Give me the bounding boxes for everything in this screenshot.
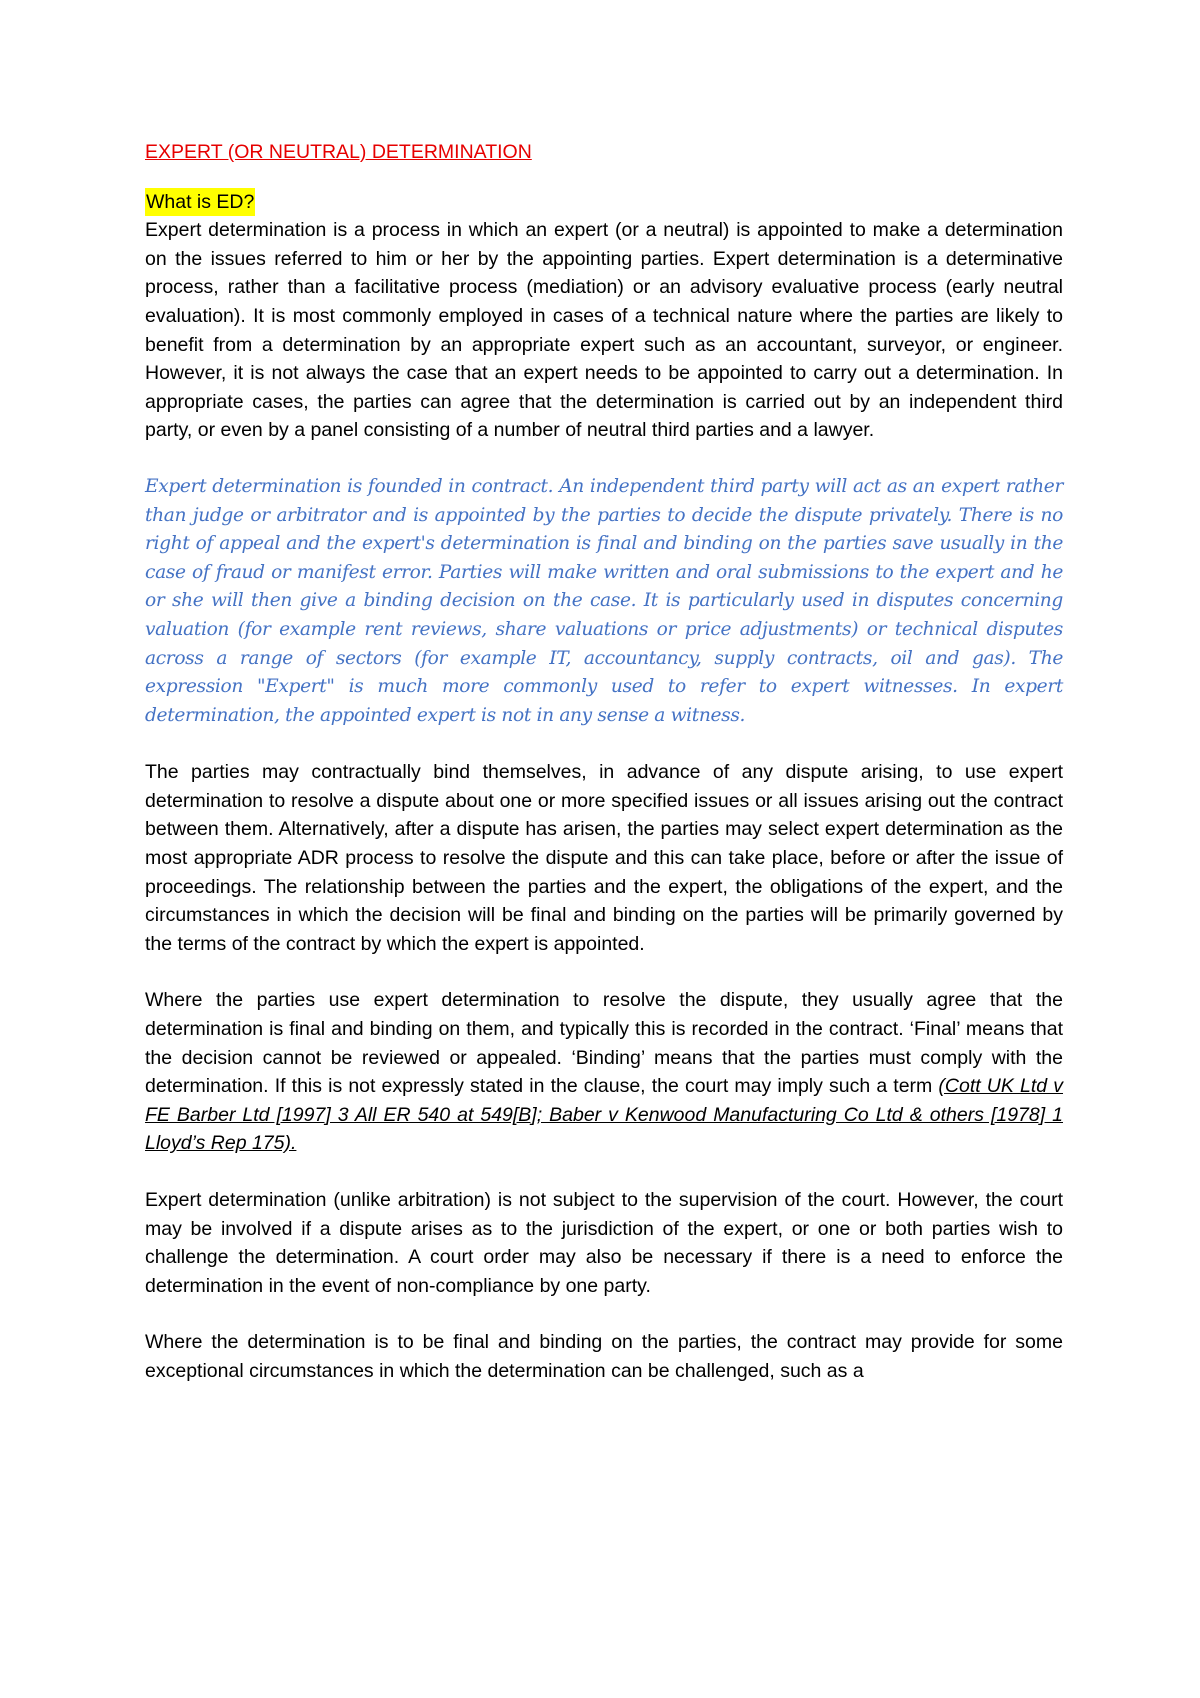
case-citation: (Cott UK Ltd v FE Barber Ltd [1997] 3 All ER 540 at 549[B]; Baber v Kenwood Manufacturing Co Ltd & others [1978] 1 Lloyd’s Rep 175).	[145, 1075, 1063, 1155]
paragraph-court-supervision: Expert determination (unlike arbitration) is not subject to the supervision of the court. However, the court may be involved if a dispute arises as to the jurisdiction of the expert, or one or both parties wish to challenge the determination. A court order may also be necessary if there is a need to enforce the determination in the event of non-compliance by one party.	[145, 1189, 1063, 1297]
paragraph-contractual-binding: The parties may contractually bind themselves, in advance of any dispute arising, to use expert determination to resolve a dispute about one or more specified issues or all issues arising out the contract between them. Alternatively, after a dispute has arisen, the parties may select expert determination as the most appropriate ADR process to resolve the dispute and this can take place, before or after the issue of proceedings. The relationship between the parties and the expert, the obligations of the expert, and the circumstances in which the decision will be final and binding on the parties will be primarily governed by the terms of the contract by which the expert is appointed.	[145, 761, 1063, 955]
section-subheading: What is ED?	[145, 188, 255, 217]
paragraph-final-binding-text: Where the parties use expert determination to resolve the dispute, they usually agree that the determination is final and binding on them, and typically this is recorded in the contract. ‘Final’ means that the decision cannot be reviewed or appealed. ‘Binding’ means that the parties must comply with the determination. If this is not expressly stated in the clause, the court may imply such a term	[145, 989, 1063, 1098]
section-what-is-ed	[145, 188, 1063, 445]
paragraph-challenge: Where the determination is to be final and binding on the parties, the contract may provide for some exceptional circumstances in which the determination can be challenged, such as a	[145, 1331, 1063, 1382]
paragraph-final-binding	[145, 986, 1063, 1158]
document-title: EXPERT (OR NEUTRAL) DETERMINATION	[145, 141, 532, 163]
paragraph-definition: Expert determination is a process in which an expert (or a neutral) is appointed to make a determination on the issues referred to him or her by the appointing parties. Expert determination is a determinative process, rather than a facilitative process (mediation) or an advisory evaluative process (early neutral evaluation). It is most commonly employed in cases of a technical nature where the parties are likely to benefit from a determination by an appropriate expert such as an accountant, surveyor, or engineer. However, it is not always the case that an expert needs to be appointed to carry out a determination. In appropriate cases, the parties can agree that the determination is carried out by an independent third party, or even by a panel consisting of a number of neutral third parties and a lawyer.	[145, 219, 1063, 442]
document-page	[145, 138, 1063, 1386]
paragraph-quote: Expert determination is founded in contract. An independent third party will act as an expert rather than judge or arbitrator and is appointed by the parties to decide the dispute privately. There is no right of appeal and the expert's determination is final and binding on the parties save usually in the case of fraud or manifest error. Parties will make written and oral submissions to the expert and he or she will then give a binding decision on the case. It is particularly used in disputes concerning valuation (for example rent reviews, share valuations or price adjustments) or technical disputes across a range of sectors (for example IT, accountancy, supply contracts, oil and gas). The expression "Expert" is much more commonly used to refer to expert witnesses. In expert determination, the appointed expert is not in any sense a witness.	[145, 475, 1063, 726]
